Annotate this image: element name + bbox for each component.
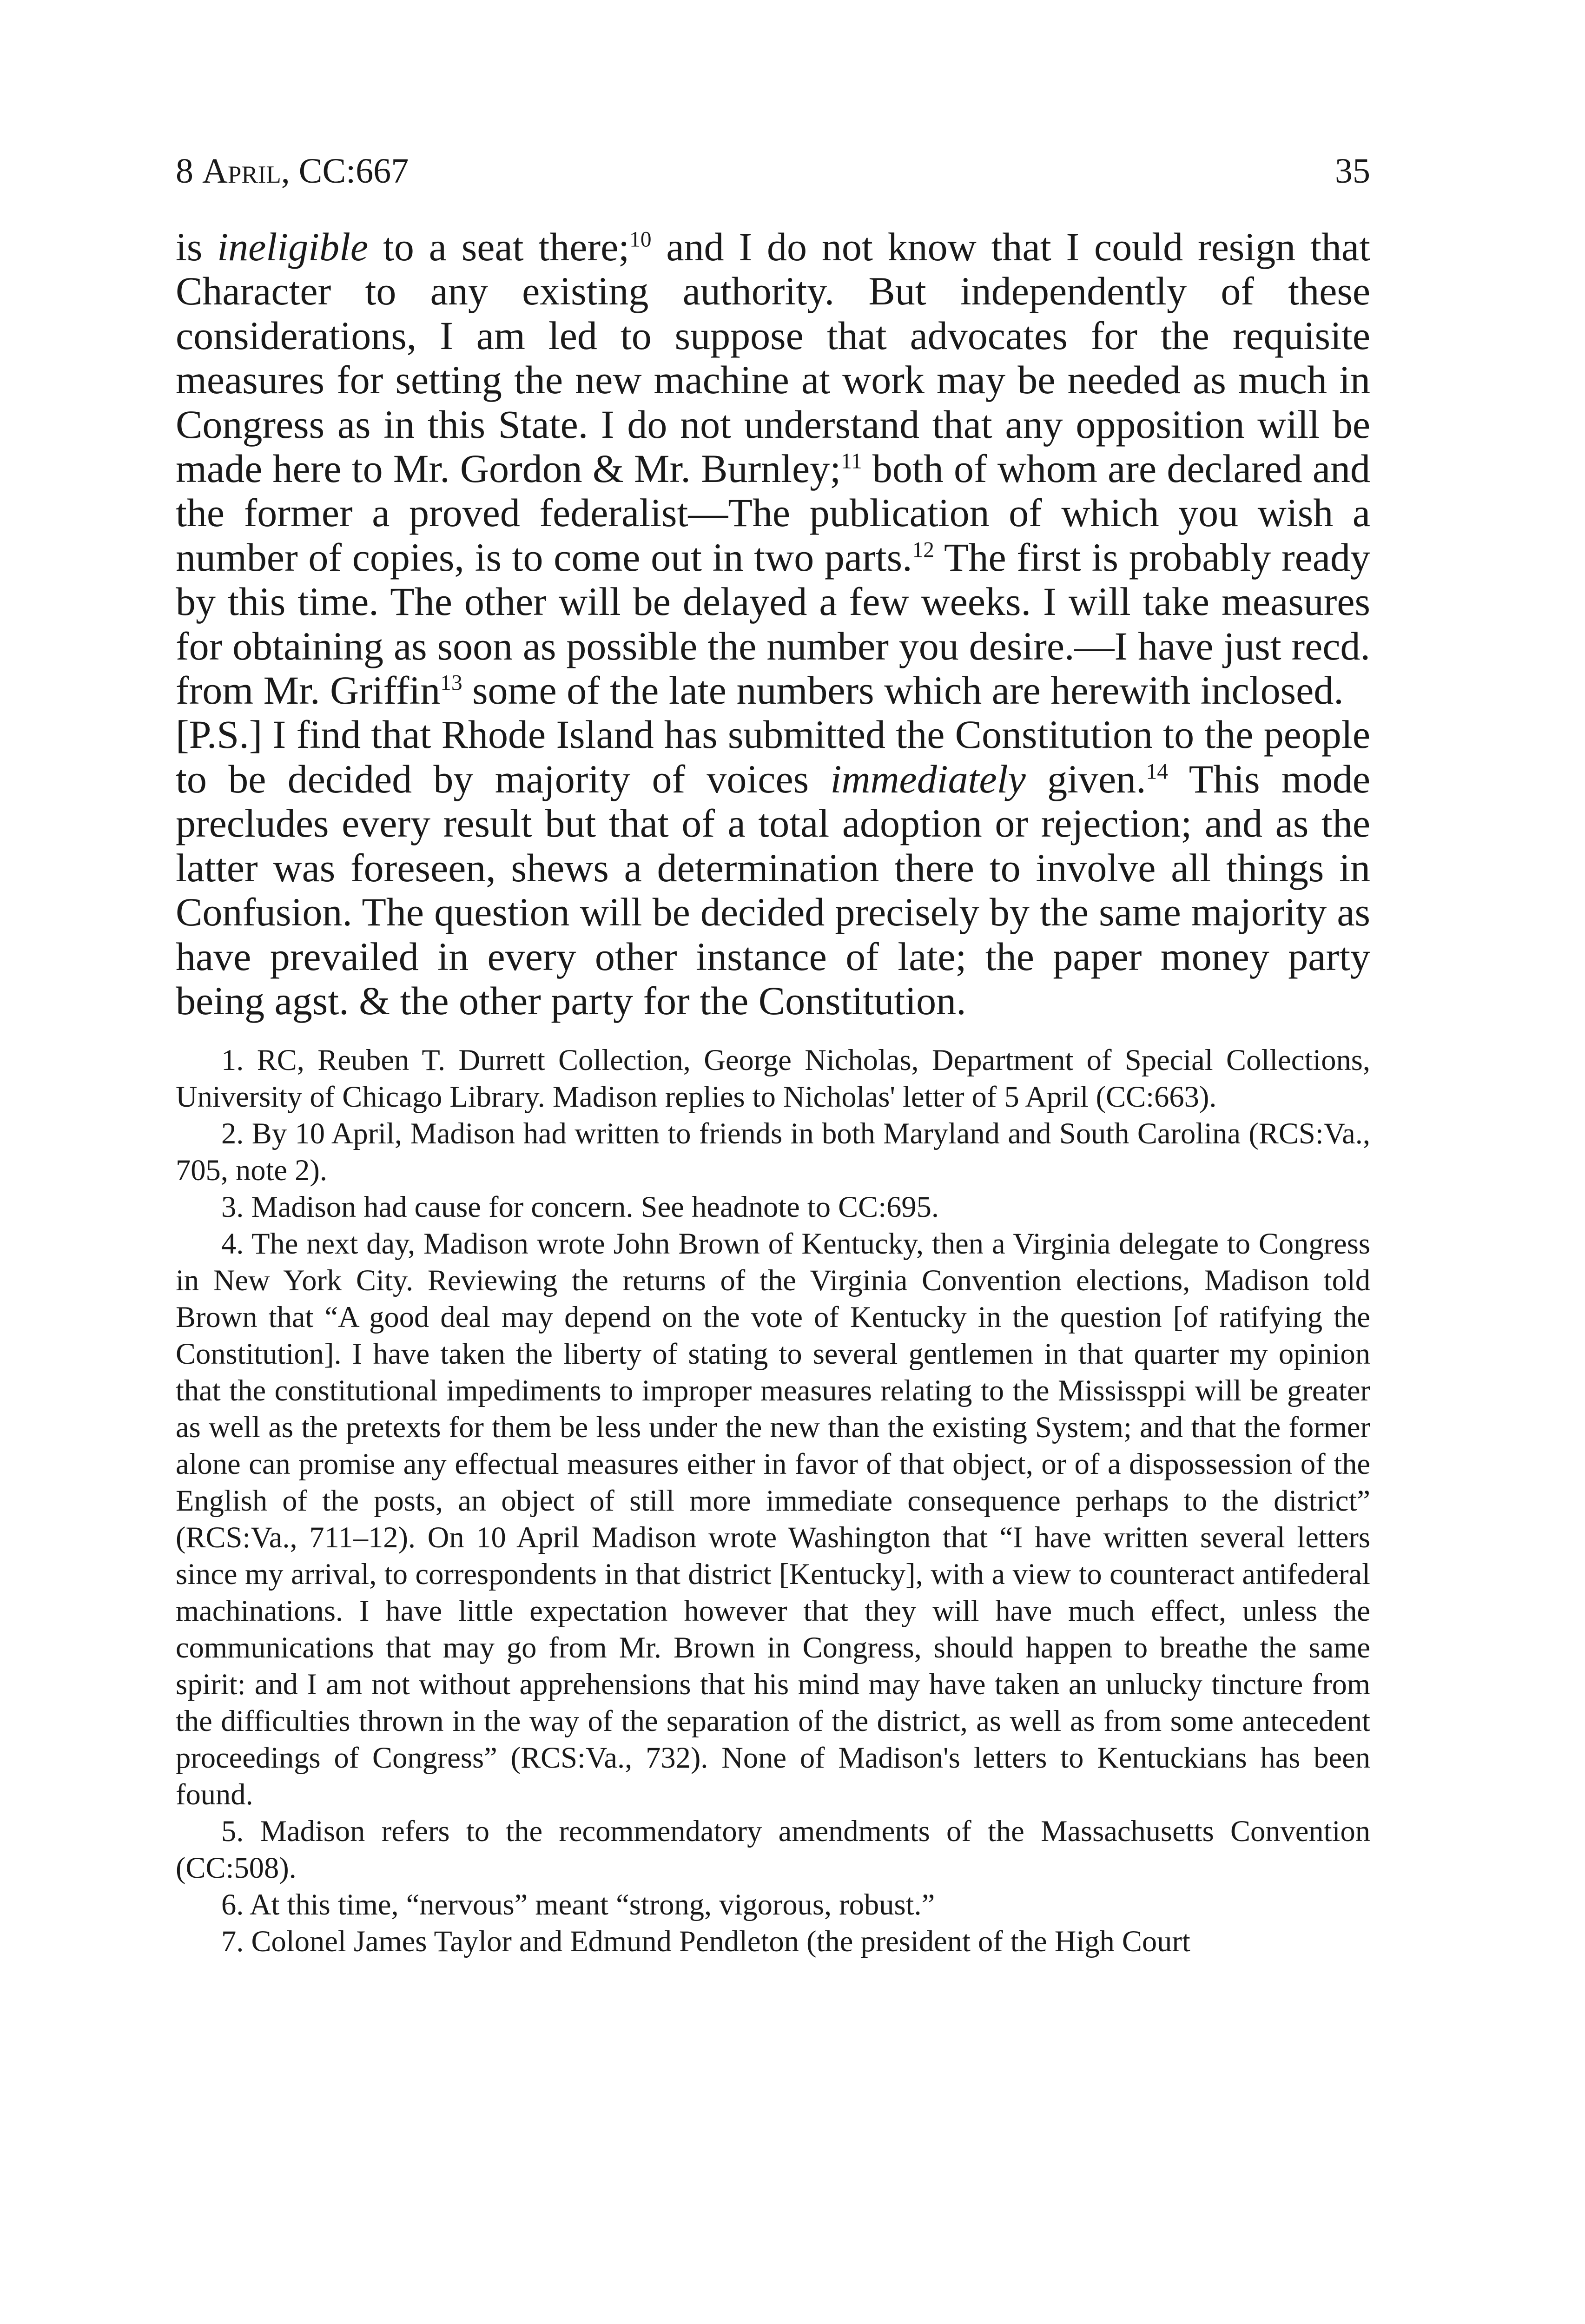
running-head-left: 8 April, CC:667 <box>176 152 409 191</box>
postscript-paragraph: [P.S.] I find that Rhode Island has submitted the Constitution to the people to be decided by majority of voices immediately given.$^{14}$ This mode precludes every result but that of a total adoption or rejection; and as the latter was foreseen, shews a determination there to involve all things in Confusion. The question will be decided precisely by the same majority as have prevailed in every other instance of late; the paper money party being agst. & the other party for the Constitution. <box>176 712 1370 1023</box>
footnote-7: 7. Colonel James Taylor and Edmund Pendleton (the president of the High Court <box>221 1925 1190 1958</box>
footnote-5: 5. Madison refers to the recommendatory amendments of the Massachusetts Convention (CC:508). <box>176 1815 1370 1885</box>
letter-body <box>176 225 1370 1023</box>
running-head-month: April <box>202 152 281 191</box>
footnote-ref-10: 10 <box>629 227 652 252</box>
footnote-ref-13: 13 <box>440 671 462 695</box>
page-number: 35 <box>1335 152 1370 191</box>
footnote-3: 3. Madison had cause for concern. See headnote to CC:695. <box>221 1190 939 1224</box>
footnotes <box>176 1042 1370 1960</box>
footnote-6: 6. At this time, “nervous” meant “strong, vigorous, robust.” <box>221 1888 935 1921</box>
emphasis-ineligible: ineligible <box>217 224 369 269</box>
running-head <box>176 153 1370 189</box>
footnote-1: 1. RC, Reuben T. Durrett Collection, George Nicholas, Department of Special Collections, University of Chicago Library. Madison replies to Nicholas' letter of 5 April (CC:663). <box>176 1043 1370 1114</box>
footnote-ref-14: 14 <box>1146 759 1168 784</box>
letter-paragraph: is ineligible to a seat there;$^{10}$ and I do not know that I could resign that Character to any existing authority. But independently of these considerations, I am led to suppose that advocates for the requisite measures for setting the new machine at work may be needed as much in Congress as in this State. I do not understand that any opposition will be made here to Mr. Gordon & Mr. Burnley;$^{11}$ both of whom are declared and the former a proved federalist—The publication of which you wish a number of copies, is to come out in two parts.$^{12}$ The first is probably ready by this time. The other will be delayed a few weeks. I will take measures for obtaining as soon as possible the number you desire.—I have just recd. from Mr. Griffin$^{13}$ some of the late numbers which are herewith inclosed. <box>176 224 1370 713</box>
footnote-ref-12: 12 <box>912 538 934 562</box>
emphasis-immediately: immediately <box>830 756 1026 801</box>
footnote-2: 2. By 10 April, Madison had written to friends in both Maryland and South Carolina (RCS:Va., 705, note 2). <box>176 1117 1370 1187</box>
footnote-ref-11: 11 <box>841 449 862 474</box>
document-page <box>176 153 1370 1960</box>
footnote-4: 4. The next day, Madison wrote John Brown of Kentucky, then a Virginia delegate to Congress in New York City. Reviewing the returns of the Virginia Convention elections, Madison told Brown that “A good deal may depend on the vote of Kentucky in the question [of ratifying the Constitution]. I have taken the liberty of stating to several gentlemen in that quarter my opinion that the constitutional impediments to improper measures relating to the Mississppi will be greater as well as the pretexts for them be less under the new than the existing System; and that the former alone can promise any effectual measures either in favor of that object, or of a dispossession of the English of the posts, an object of still more immediate consequence perhaps to the district” (RCS:Va., 711–12). On 10 April Madison wrote Washington that “I have written several letters since my arrival, to correspondents in that district [Kentucky], with a view to counteract antifederal machinations. I have little expectation however that they will have much effect, unless the communications that may go from Mr. Brown in Congress, should happen to breathe the same spirit: and I am not without apprehensions that his mind may have taken an unlucky tincture from the difficulties thrown in the way of the separation of the district, as well as from some antecedent proceedings of Congress” (RCS:Va., 732). None of Madison's letters to Kentuckians has been found. <box>176 1227 1370 1811</box>
